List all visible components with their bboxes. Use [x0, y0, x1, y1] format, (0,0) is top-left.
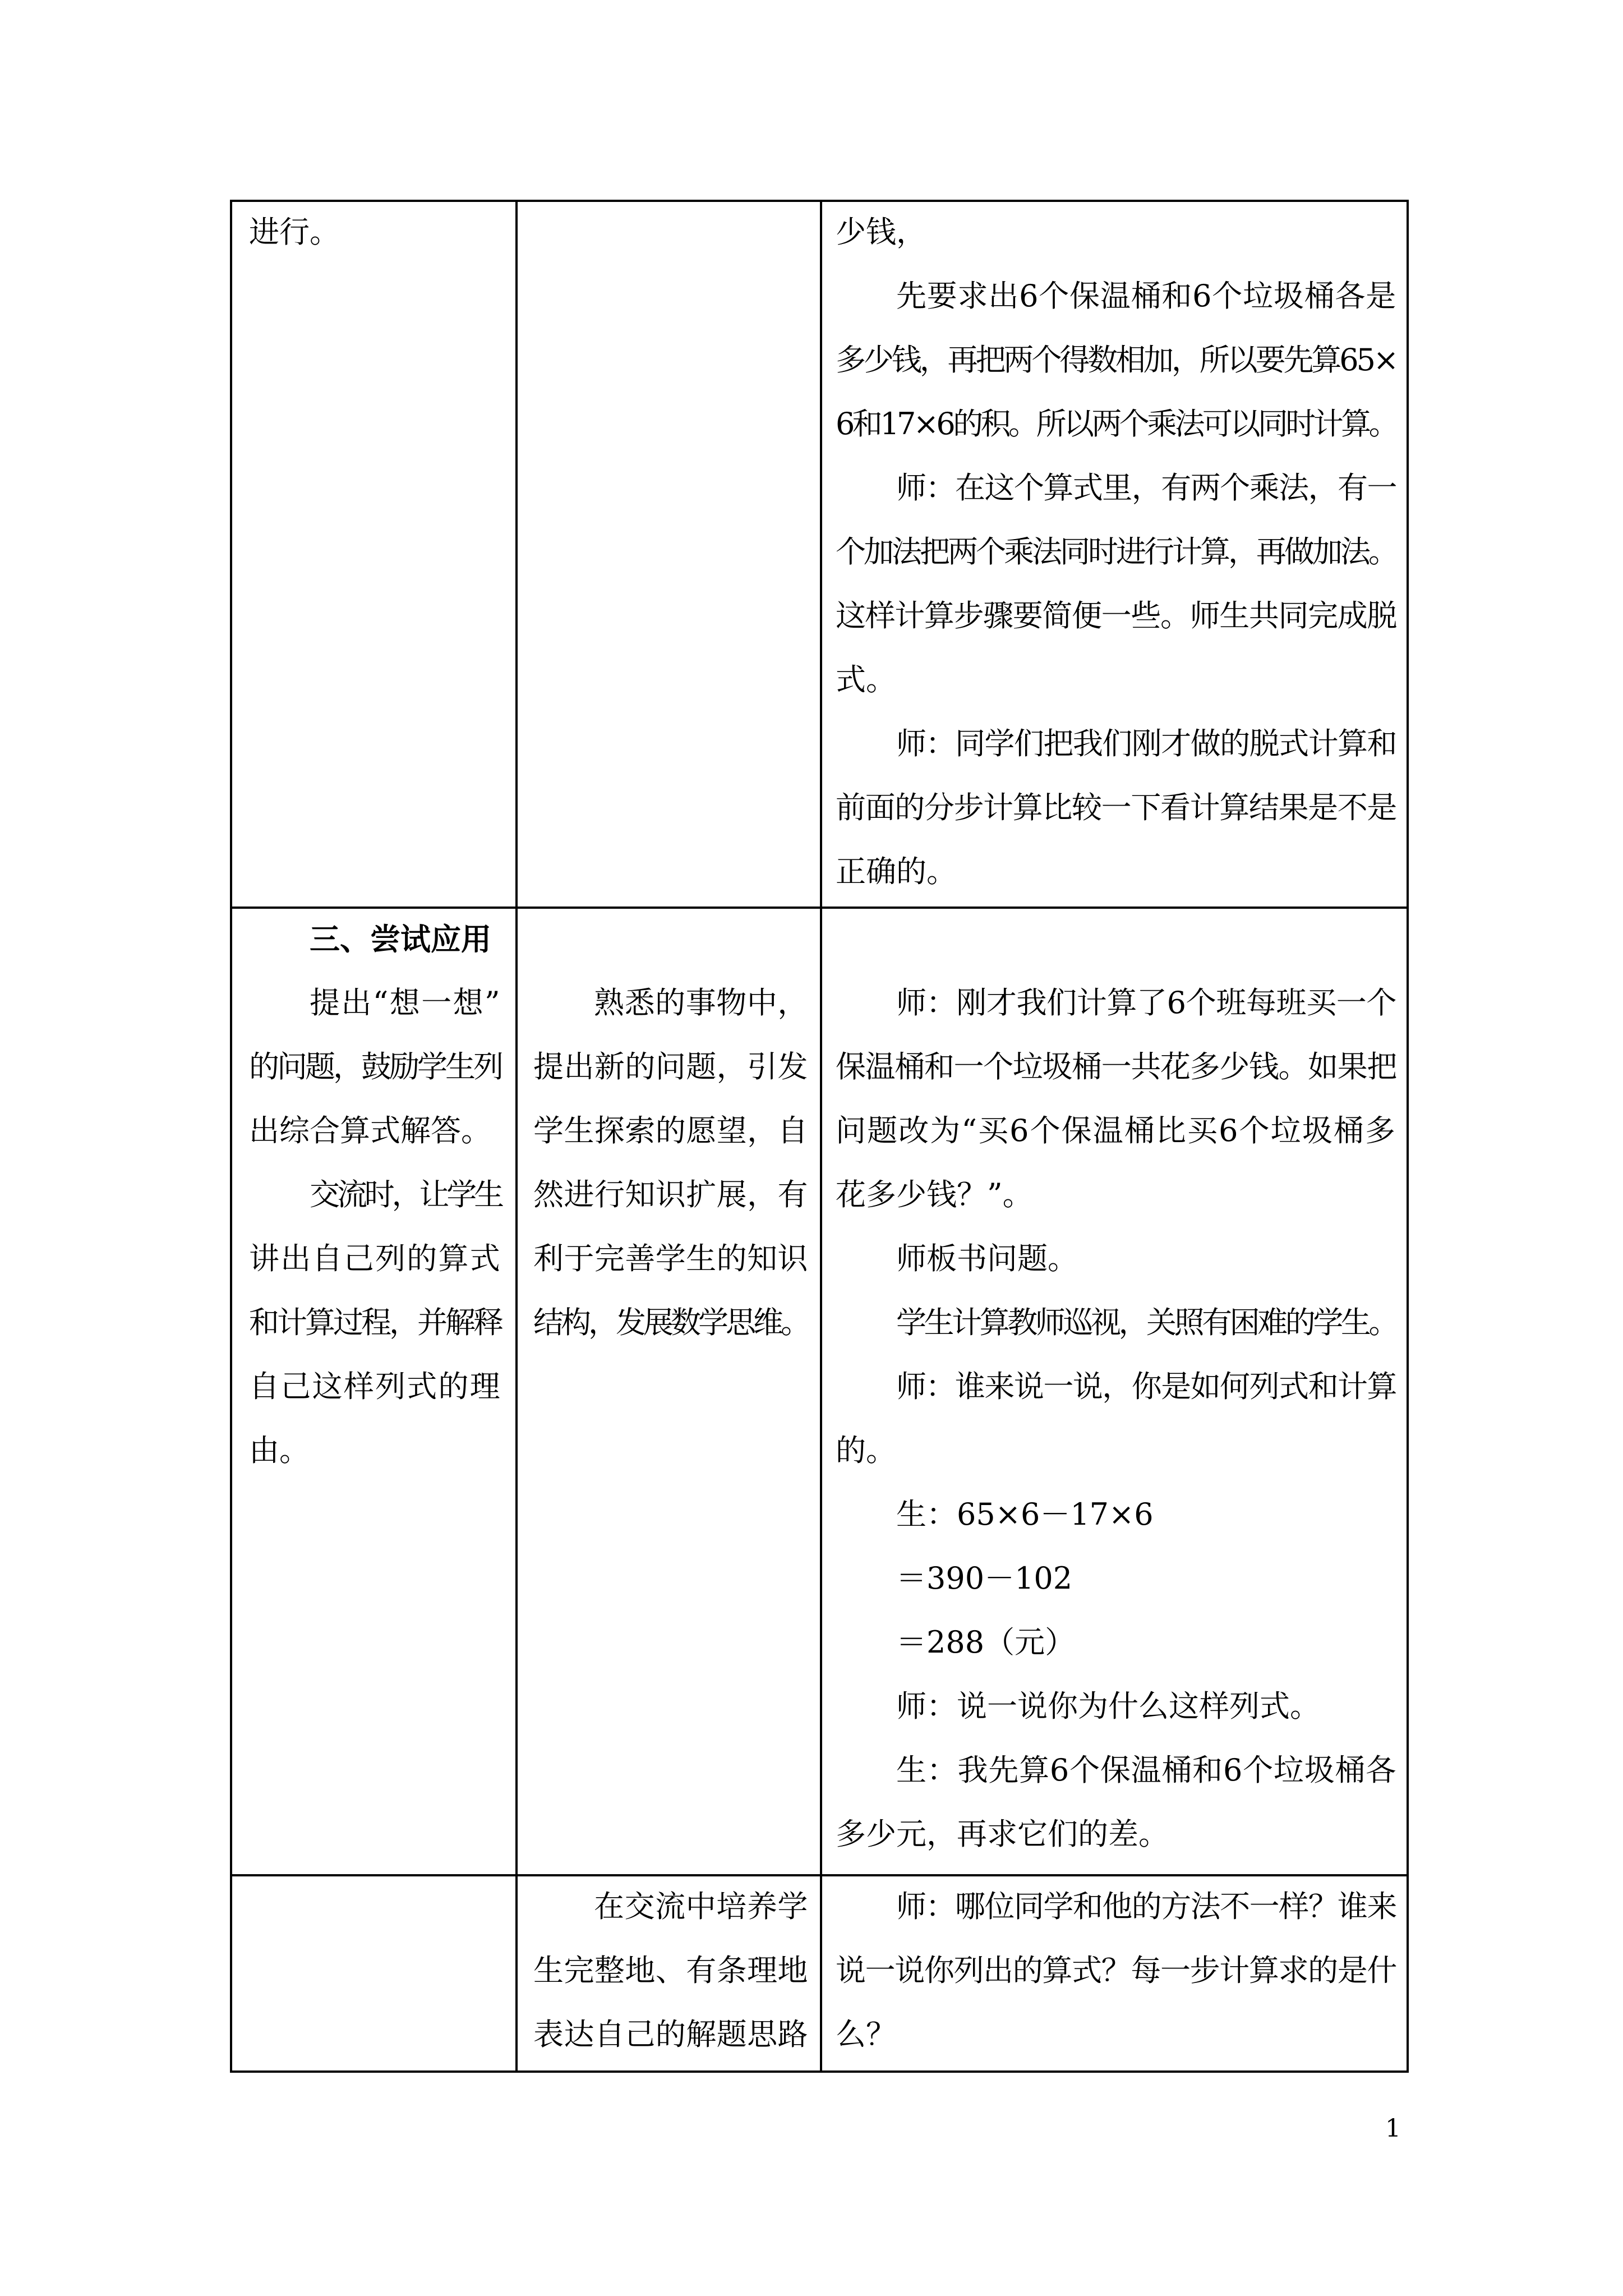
text-line: 和计算过程，并解释 [249, 1305, 501, 1340]
text-line: 式。 [836, 662, 896, 697]
row3-col2-cell [533, 1875, 808, 2067]
text-line: 学生探索的愿望，自 [533, 1113, 808, 1148]
text-line: 提出“想一想” [310, 985, 501, 1020]
section-heading: 三、尝试应用 [310, 921, 491, 957]
text-line: 多少钱，再把两个得数相加，所以要先算65× [836, 342, 1396, 378]
text-line: 自己这样列式的理 [249, 1369, 501, 1404]
text-line: 师：刚才我们计算了6个班每班买一个 [896, 985, 1396, 1020]
text-line: 保温桶和一个垃圾桶一共花多少钱。如果把 [836, 1049, 1396, 1084]
text-line: 的。 [836, 1433, 896, 1468]
text-line: 个加法把两个乘法同时进行计算，再做加法。 [836, 534, 1396, 569]
row2-col2-cell [533, 971, 808, 1355]
text-line: 师：同学们把我们刚才做的脱式计算和 [896, 726, 1396, 761]
text-line: 交流时，让学生 [310, 1177, 501, 1212]
text-line: 由。 [249, 1433, 310, 1468]
row3-col3-cell [836, 1875, 1396, 2067]
table-left-border [230, 200, 232, 2073]
text-line: 在交流中培养学 [594, 1889, 808, 1924]
text-line: 6和17×6的积。所以两个乘法可以同时计算。 [836, 406, 1396, 441]
equation-line: ＝288（元） [896, 1625, 1076, 1660]
text-line: 利于完善学生的知识 [533, 1241, 808, 1276]
text-line: 师：在这个算式里，有两个乘法，有一 [896, 470, 1396, 505]
table-bottom-border [230, 2070, 1409, 2073]
text-line: 然进行知识扩展，有 [533, 1177, 808, 1212]
column-divider-1 [515, 200, 518, 2073]
text-line: 生：我先算6个保温桶和6个垃圾桶各 [896, 1752, 1396, 1788]
page-number: 1 [1385, 2114, 1401, 2143]
text-line: 讲出自己列的算式 [249, 1241, 501, 1276]
text-line: 么？ [836, 2017, 896, 2052]
text-line: 表达自己的解题思路 [533, 2017, 808, 2052]
text-line: 少钱， [836, 214, 926, 250]
text-line: 说一说你列出的算式？每一步计算求的是什 [836, 1953, 1396, 1988]
text-line: 这样计算步骤要简便一些。师生共同完成脱 [836, 598, 1396, 633]
text-line: 出综合算式解答。 [249, 1113, 491, 1148]
text-line: 先要求出6个保温桶和6个垃圾桶各是 [896, 278, 1396, 314]
text-line: 前面的分步计算比较一下看计算结果是不是 [836, 790, 1396, 825]
text-line: 正确的。 [836, 854, 957, 889]
text-line: 生完整地、有条理地 [533, 1953, 808, 1988]
text-line: 结构，发展数学思维。 [533, 1305, 808, 1340]
row2-col3-cell [836, 971, 1396, 1866]
text-line: 提出新的问题，引发 [533, 1049, 808, 1084]
column-divider-2 [820, 200, 822, 2073]
text-line: 问题改为“买6个保温桶比买6个垃圾桶多 [836, 1113, 1396, 1148]
text-line: 花多少钱？”。 [836, 1177, 1033, 1212]
text-line: 师：哪位同学和他的方法不一样？谁来 [896, 1889, 1396, 1924]
table-right-border [1407, 200, 1409, 2073]
text-line: 学生计算教师巡视，关照有困难的学生。 [896, 1305, 1396, 1340]
row1-col1-cell [249, 200, 501, 264]
text-line: 师：说一说你为什么这样列式。 [896, 1688, 1320, 1724]
text-line: 师：谁来说一说，你是如何列式和计算 [896, 1369, 1396, 1404]
equation-line: ＝390－102 [896, 1561, 1073, 1596]
text-line: 熟悉的事物中， [594, 985, 808, 1020]
row1-col3-cell [836, 200, 1396, 904]
text-line: 师板书问题。 [896, 1241, 1078, 1276]
row2-col1-cell [249, 907, 501, 1483]
text-line: 多少元，再求它们的差。 [836, 1816, 1169, 1852]
text-line: 的问题，鼓励学生列 [249, 1049, 501, 1084]
text-line: 进行。 [249, 214, 340, 250]
equation-line: 生：65×6－17×6 [896, 1497, 1154, 1532]
